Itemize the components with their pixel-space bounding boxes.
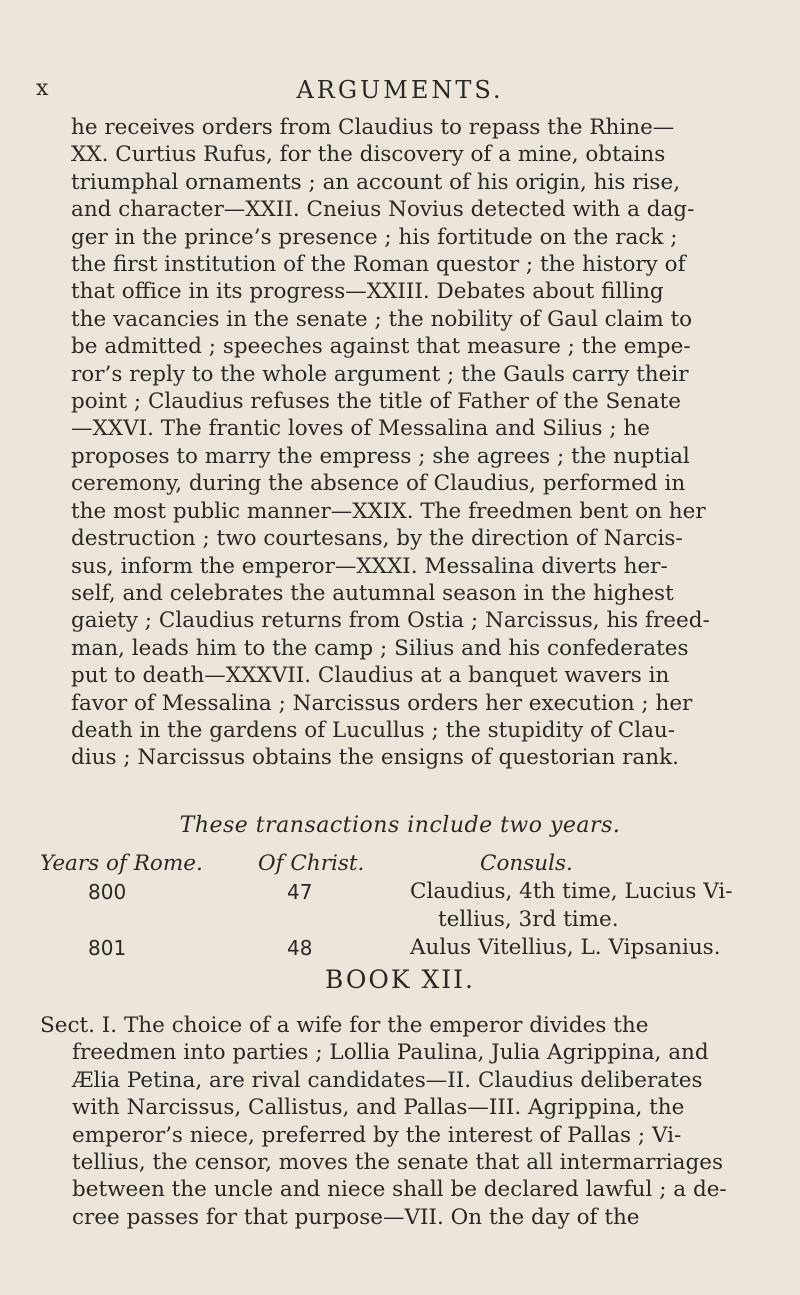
text-line: the first institution of the Roman questor ; the history of (71, 252, 686, 278)
text-line: XX. Curtius Rufus, for the discovery of a mine, obtains (71, 142, 666, 168)
text-line: between the uncle and niece shall be declared lawful ; a de- (72, 1177, 727, 1203)
year-of-christ-cell: 47 (287, 880, 313, 904)
text-line: man, leads him to the camp ; Silius and his confederates (71, 635, 689, 661)
text-line: freedmen into parties ; Lollia Paulina, Julia Agrippina, and (72, 1040, 709, 1066)
running-head (0, 76, 800, 106)
consuls-cell: Aulus Vitellius, L. Vipsanius. (410, 935, 721, 960)
text-line: —XXVI. The frantic loves of Messalina and Silius ; he (71, 416, 650, 442)
text-line: the most public manner—XXIX. The freedmen bent on her (71, 498, 706, 524)
text-line: he receives orders from Claudius to repass the Rhine— (71, 115, 675, 140)
book-heading: BOOK XII. (325, 965, 475, 994)
text-line: ror’s reply to the whole argument ; the Gauls carry their (71, 361, 689, 387)
arguments-paragraph (71, 114, 765, 772)
text-line: sus, inform the emperor—XXXI. Messalina diverts her- (71, 553, 668, 579)
text-line: triumphal ornaments ; an account of his origin, his rise, (71, 169, 681, 195)
text-line: dius ; Narcissus obtains the ensigns of questorian rank. (71, 745, 679, 771)
transactions-note: These transactions include two years. (179, 813, 621, 838)
column-header-consuls: Consuls. (480, 851, 573, 876)
column-header-years-of-rome: Years of Rome. (40, 851, 203, 876)
text-line: that office in its progress—XXIII. Debates about filling (71, 279, 664, 305)
running-title: ARGUMENTS. (296, 76, 504, 104)
text-line: self, and celebrates the autumnal season in the highest (71, 580, 674, 606)
text-line: proposes to marry the empress ; she agrees ; the nuptial (71, 443, 690, 469)
text-line: death in the gardens of Lucullus ; the stupidity of Clau- (71, 717, 676, 743)
text-line: favor of Messalina ; Narcissus orders her execution ; her (71, 690, 693, 716)
text-line: point ; Claudius refuses the title of Father of the Senate (71, 389, 681, 415)
column-header-of-christ: Of Christ. (258, 851, 365, 876)
text-line: gaiety ; Claudius returns from Ostia ; Narcissus, his freed- (71, 608, 710, 634)
consuls-cell-continued: tellius, 3rd time. (438, 907, 619, 932)
text-line: ceremony, during the absence of Claudius, performed in (71, 471, 686, 497)
book-xii-summary-paragraph (40, 1012, 766, 1231)
year-of-rome-cell: 800 (88, 880, 127, 904)
text-line: emperor’s niece, preferred by the interest of Pallas ; Vi- (72, 1122, 682, 1148)
text-line: Sect. I. The choice of a wife for the emperor divides the (40, 1013, 649, 1038)
text-line: destruction ; two courtesans, by the direction of Narcis- (71, 526, 683, 552)
consuls-cell: Claudius, 4th time, Lucius Vi- (410, 879, 733, 904)
text-line: put to death—XXXVII. Claudius at a banquet wavers in (71, 663, 670, 689)
text-line: ger in the prince’s presence ; his fortitude on the rack ; (71, 224, 678, 250)
text-line: tellius, the censor, moves the senate that all intermarriages (72, 1150, 724, 1176)
year-of-christ-cell: 48 (287, 936, 313, 960)
page-number: x (36, 76, 50, 101)
text-line: be admitted ; speeches against that measure ; the empe- (71, 334, 691, 360)
text-line: and character—XXII. Cneius Novius detected with a dag- (71, 197, 695, 223)
text-line: Ælia Petina, are rival candidates—II. Claudius deliberates (72, 1067, 703, 1093)
year-of-rome-cell: 801 (88, 936, 127, 960)
text-line: cree passes for that purpose—VII. On the day of the (72, 1204, 640, 1230)
text-line: with Narcissus, Callistus, and Pallas—III. Agrippina, the (72, 1095, 685, 1121)
text-line: the vacancies in the senate ; the nobility of Gaul claim to (71, 306, 693, 332)
